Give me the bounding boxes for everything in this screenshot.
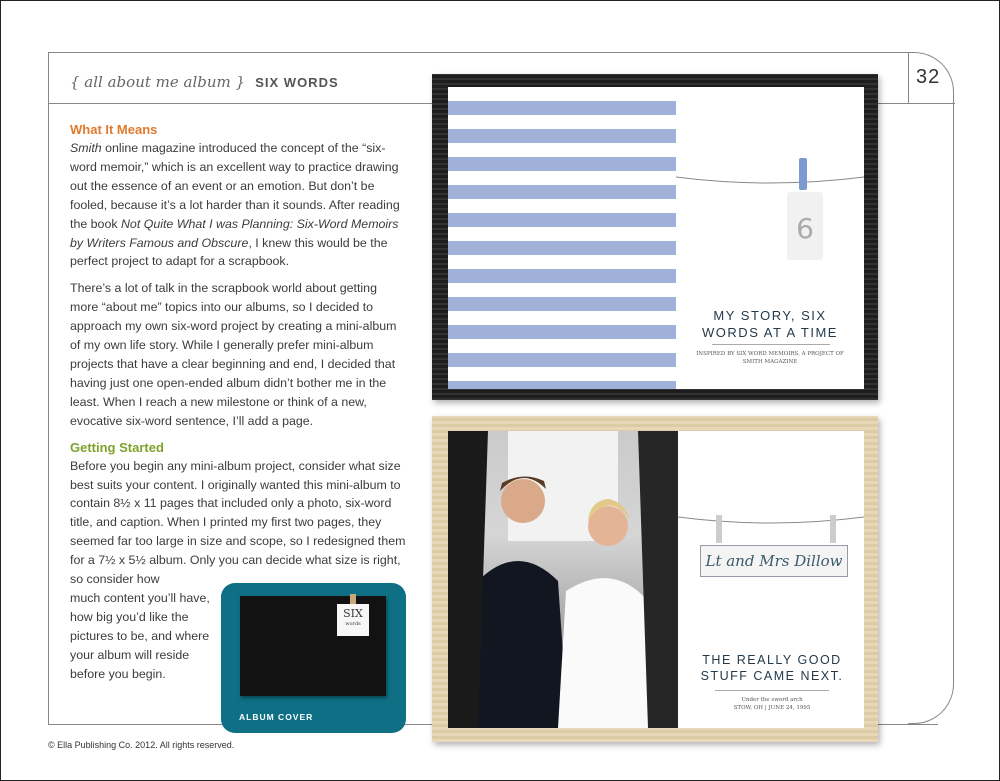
heading-getting-started: Getting Started (70, 439, 164, 455)
top-border (48, 52, 908, 53)
wedding-photo (448, 431, 678, 728)
page-header (70, 73, 339, 91)
left-border (48, 52, 49, 724)
card-rule (712, 344, 830, 345)
card-subtitle: INSPIRED BY SIX WORD MEMOIRS, A PROJECT OF SMITH MAGAZINE (696, 351, 844, 365)
six-tag (337, 604, 369, 636)
caption-rule (715, 690, 829, 691)
paragraph-3-narrow: much content you’ll have, how big you’d like the pictures to be, and where your album will reside before you begin. (70, 590, 210, 681)
wedding-couple-image (448, 431, 678, 728)
caption-line-1: Under the sword arch (741, 697, 803, 703)
album-cover-label: ALBUM COVER (239, 712, 314, 722)
number-tag (787, 192, 823, 260)
series-title: { all about me album } (70, 73, 246, 91)
paragraph-2: There’s a lot of talk in the scrapbook world about getting more “about me” topics into our albums, so I decided to approach my own six-word project by creating a mini-album of my own life story. While I generally prefer mini-album projects that have a clear beginning and end, I decided that having just one open-ended album didn’t bother me in the least. When I reach a new milestone or think of a new, evocative six-word sentence, I’ll add a page. (70, 281, 397, 428)
six-tag-text: SIX (343, 607, 363, 620)
paragraph-1-text-a: online magazine introduced the concept of the “six-word memoir,” which is an excellent way to practice drawing out the essence of an event or an emotion. But don’t be fooled, because it’s a lot harder than it sounds. After reading the book (70, 141, 400, 231)
caption-title: THE REALLY GOOD STUFF CAME NEXT. (700, 653, 844, 683)
tag-number: 6 (796, 212, 814, 245)
paragraph-1-text-b: , I knew this would be the perfect project to adapt for a scrapbook. (70, 235, 388, 269)
card-title: MY STORY, SIX WORDS AT A TIME (702, 308, 838, 340)
heading-what-it-means: What It Means (70, 122, 158, 137)
clothespin-icon (716, 515, 722, 543)
clothesline (676, 175, 864, 189)
book-title: Not Quite What I was Planning: Six-Word Memoirs by Writers Famous and Obscure (70, 216, 399, 250)
magazine-name: Smith (70, 141, 102, 155)
six-tag-subtext: words (345, 621, 361, 627)
clothespin-icon (830, 515, 836, 543)
page-number: 32 (916, 66, 941, 88)
right-rail (908, 52, 954, 724)
caption-line-2: STOW, OH | JUNE 24, 1995 (733, 705, 811, 711)
clothespin-icon (799, 158, 807, 190)
clothesline-2 (678, 515, 864, 529)
paragraph-3: Before you begin any mini-album project, consider what size best suits your content. I originally wanted this mini-album to contain 8½ x 11 pages that included only a photo, six-word title, and caption. When I printed my first two pages, they seemed far too large in size and scope, so I redesigned them for a 7½ x 5½ album. Only you can decide what size is right, so consider how (70, 458, 406, 587)
paragraph-1 (70, 139, 408, 271)
copyright: © Ella Publishing Co. 2012. All rights reserved. (48, 740, 235, 750)
striped-paper (448, 87, 676, 389)
name-banner: Lt and Mrs Dillow (700, 545, 848, 577)
section-title: SIX WORDS (255, 75, 339, 90)
caption-detail (690, 696, 854, 712)
